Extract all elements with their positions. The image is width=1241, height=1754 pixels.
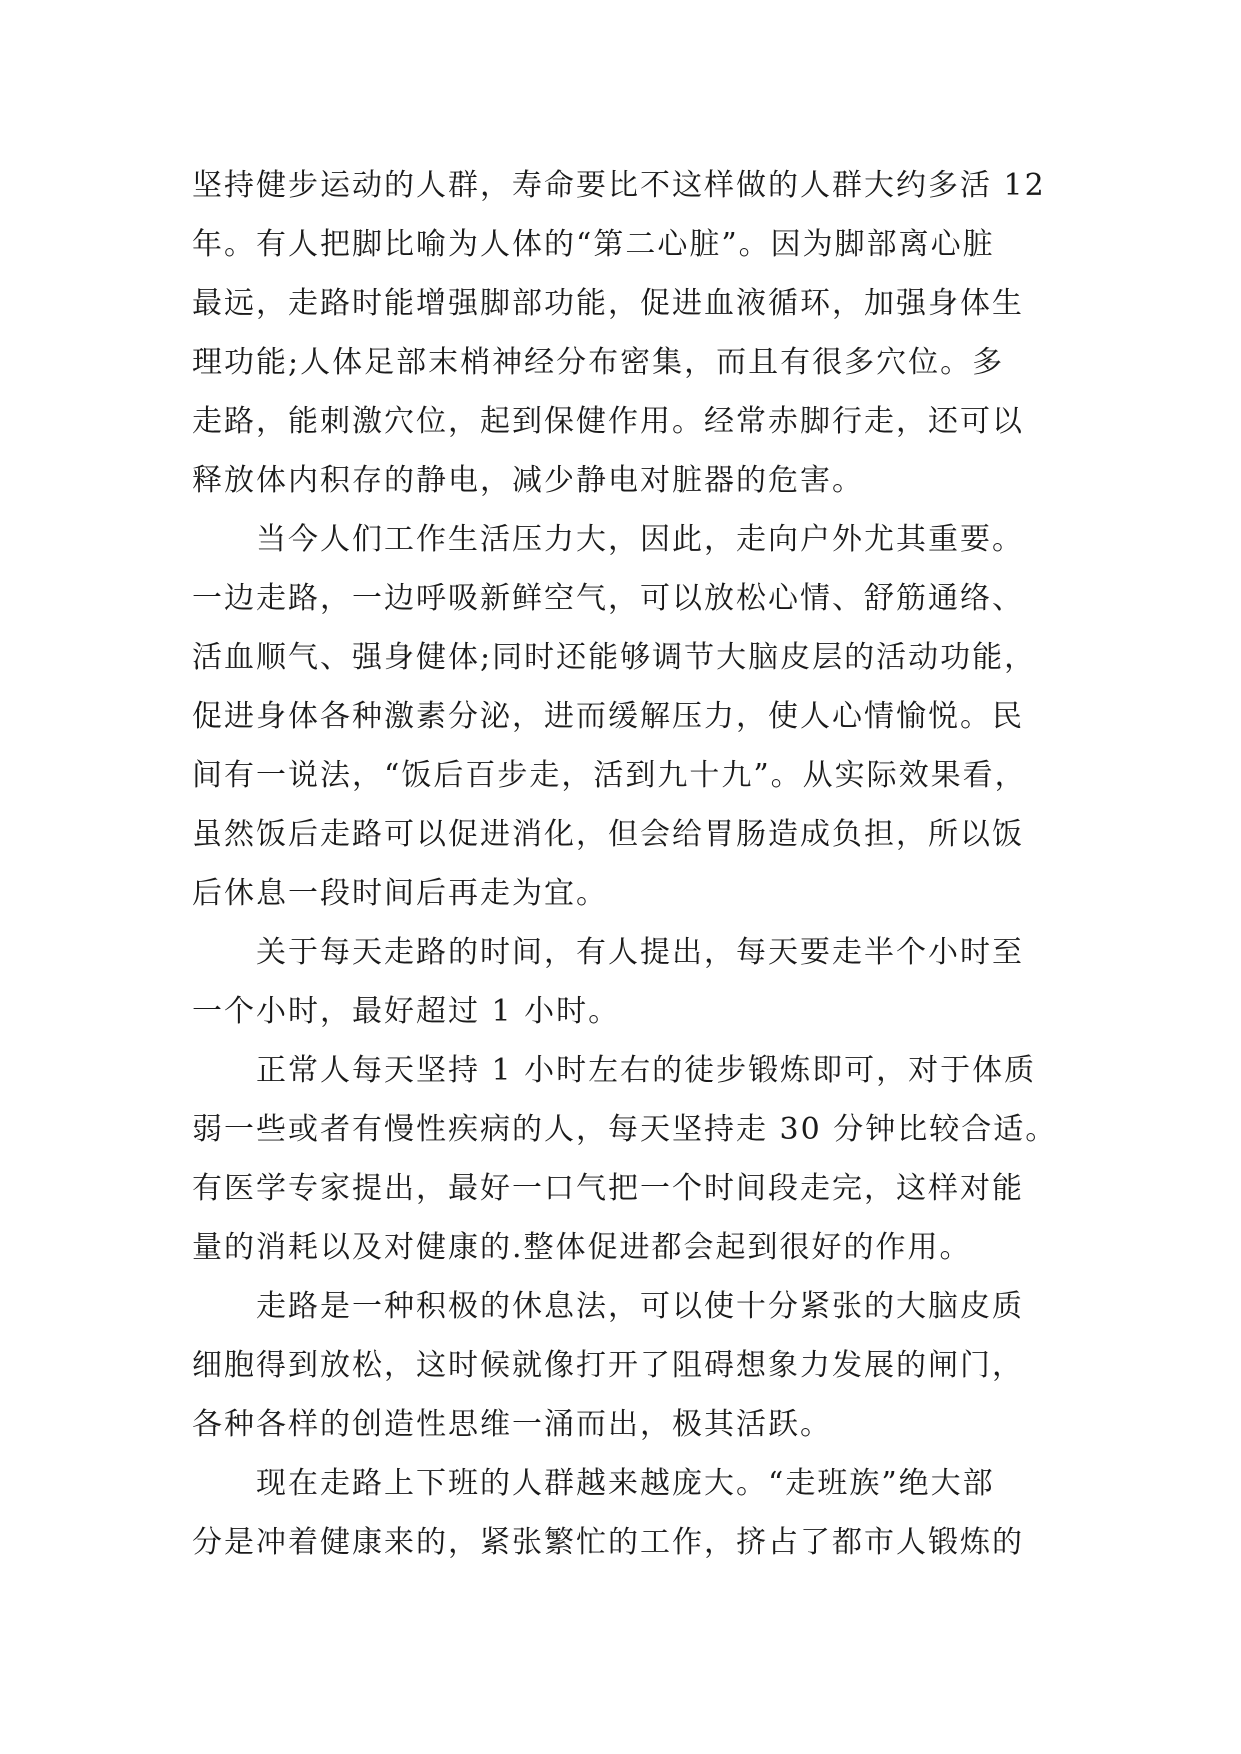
text-line: 有医学专家提出，最好一口气把一个时间段走完，这样对能 bbox=[192, 1171, 1024, 1206]
text-line: 分是冲着健康来的，紧张繁忙的工作，挤占了都市人锻炼的 bbox=[192, 1525, 1024, 1560]
text-line: 走路是一种积极的休息法，可以使十分紧张的大脑皮质 bbox=[256, 1289, 1024, 1324]
text-line: 后休息一段时间后再走为宜。 bbox=[192, 876, 608, 911]
text-line: 虽然饭后走路可以促进消化，但会给胃肠造成负担，所以饭 bbox=[192, 817, 1024, 852]
text-line: 一个小时，最好超过 1 小时。 bbox=[192, 994, 621, 1029]
paragraph-6 bbox=[192, 1454, 1062, 1572]
text-line: 细胞得到放松，这时候就像打开了阻碍想象力发展的闸门， bbox=[192, 1348, 1024, 1383]
paragraph-3 bbox=[192, 923, 1062, 1041]
text-line: 关于每天走路的时间，有人提出，每天要走半个小时至 bbox=[256, 935, 1024, 970]
text-line: 现在走路上下班的人群越来越庞大。“走班族”绝大部 bbox=[256, 1466, 995, 1501]
text-line: 活血顺气、强身健体;同时还能够调节大脑皮层的活动功能， bbox=[192, 640, 1037, 675]
text-line: 当今人们工作生活压力大，因此，走向户外尤其重要。 bbox=[256, 522, 1024, 557]
text-line: 一边走路，一边呼吸新鲜空气，可以放松心情、舒筋通络、 bbox=[192, 581, 1024, 616]
body-text bbox=[192, 156, 1062, 1572]
paragraph-2 bbox=[192, 510, 1062, 923]
text-line: 各种各样的创造性思维一涌而出，极其活跃。 bbox=[192, 1407, 832, 1442]
text-line: 走路，能刺激穴位，起到保健作用。经常赤脚行走，还可以 bbox=[192, 404, 1024, 439]
paragraph-1 bbox=[192, 156, 1062, 510]
text-line: 促进身体各种激素分泌，进而缓解压力，使人心情愉悦。民 bbox=[192, 699, 1024, 734]
paragraph-4 bbox=[192, 1041, 1062, 1277]
text-line: 间有一说法，“饭后百步走，活到九十九”。从实际效果看， bbox=[192, 758, 1027, 793]
text-line: 最远，走路时能增强脚部功能，促进血液循环，加强身体生 bbox=[192, 286, 1024, 321]
text-line: 弱一些或者有慢性疾病的人，每天坚持走 30 分钟比较合适。 bbox=[192, 1112, 1058, 1147]
text-line: 理功能;人体足部末梢神经分布密集，而且有很多穴位。多 bbox=[192, 345, 1005, 380]
text-line: 正常人每天坚持 1 小时左右的徒步锻炼即可，对于体质 bbox=[256, 1053, 1037, 1088]
paragraph-5 bbox=[192, 1277, 1062, 1454]
text-line: 释放体内积存的静电，减少静电对脏器的危害。 bbox=[192, 463, 864, 498]
text-line: 量的消耗以及对健康的.整体促进都会起到很好的作用。 bbox=[192, 1230, 972, 1265]
text-line: 坚持健步运动的人群，寿命要比不这样做的人群大约多活 12 bbox=[192, 168, 1046, 203]
text-line: 年。有人把脚比喻为人体的“第二心脏”。因为脚部离心脏 bbox=[192, 227, 995, 262]
